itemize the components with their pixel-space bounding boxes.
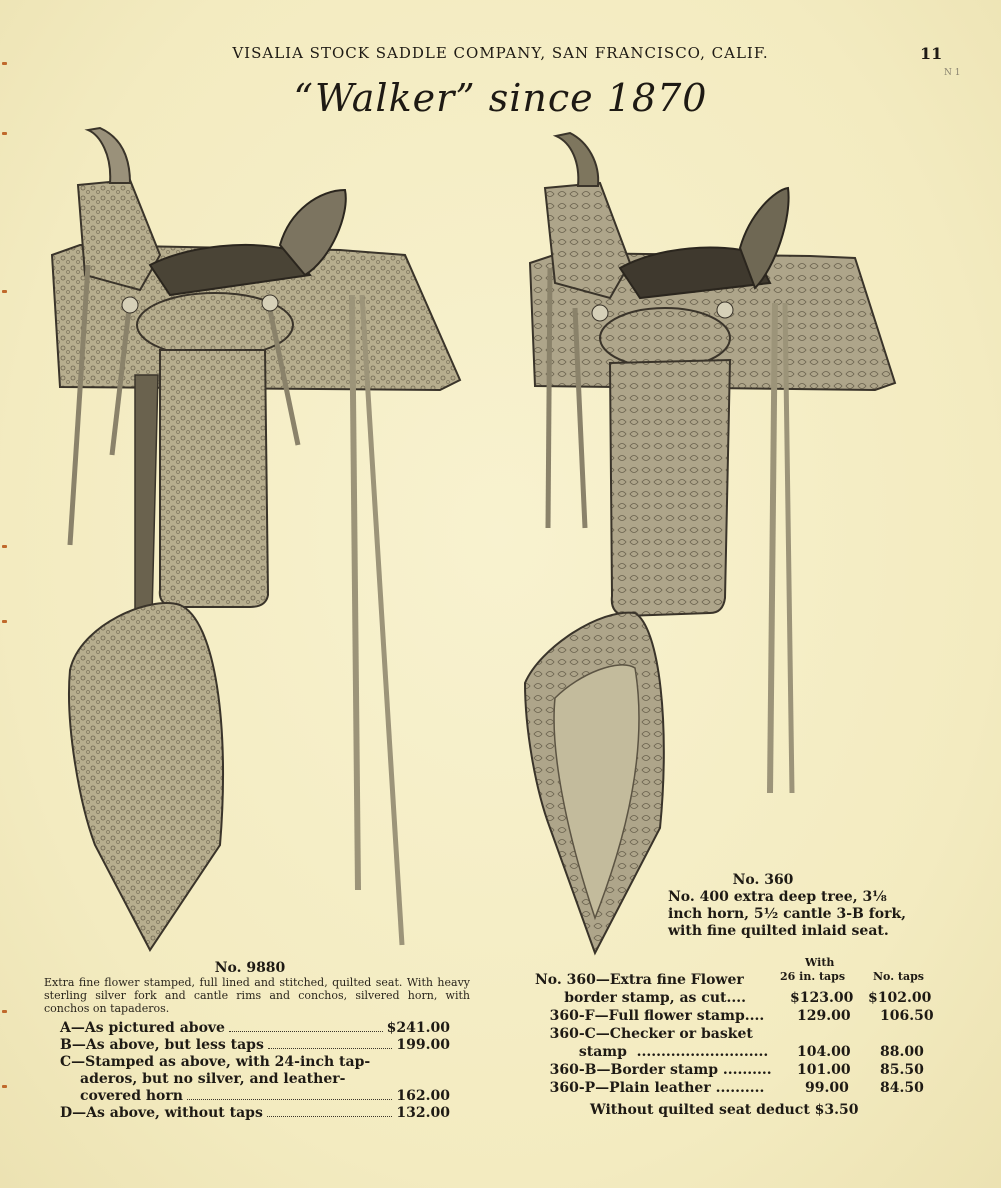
table-row <box>535 1044 935 1062</box>
table-row <box>535 1062 935 1080</box>
row-with-taps: 99.00 <box>805 1080 849 1096</box>
price-label: aderos, but no silver, and leather- <box>80 1071 346 1087</box>
saddle-360-illustration <box>520 128 900 958</box>
row-no-taps: 84.50 <box>880 1080 924 1096</box>
seat-deduction-note: Without quilted seat deduct $3.50 <box>590 1102 859 1118</box>
table-row <box>535 990 935 1008</box>
edge-mark <box>2 132 7 135</box>
edge-mark <box>2 62 7 65</box>
price-row <box>60 1037 450 1054</box>
saddle-9880-illustration <box>40 125 470 955</box>
row-with-taps: 104.00 <box>797 1044 851 1060</box>
caption-line: inch horn, 5½ cantle 3-B fork, <box>668 906 907 922</box>
price-amount: 199.00 <box>396 1037 450 1053</box>
table-row <box>535 1080 935 1098</box>
page-number: 11 <box>920 44 943 63</box>
caption-line: with fine quilted inlaid seat. <box>668 923 889 939</box>
price-label: B—As above, but less taps <box>60 1037 264 1053</box>
price-row <box>60 1071 450 1088</box>
price-label: covered horn <box>80 1088 183 1104</box>
edge-mark <box>2 545 7 548</box>
script-title: “Walker” since 1870 <box>293 76 708 120</box>
row-no-taps: 88.00 <box>880 1044 924 1060</box>
price-label: C—Stamped as above, with 24-inch tap- <box>60 1054 371 1070</box>
price-row <box>60 1105 450 1122</box>
row-label: 360-P—Plain leather .......... <box>535 1080 765 1096</box>
edge-mark <box>2 290 7 293</box>
column-header-no-taps: No. taps <box>873 970 924 983</box>
row-label: No. 360—Extra fine Flower <box>535 972 744 988</box>
table-row <box>535 972 935 990</box>
row-label: border stamp, as cut.... <box>535 990 746 1006</box>
row-label: stamp ........................... <box>535 1044 769 1060</box>
price-amount: 132.00 <box>396 1105 450 1121</box>
corner-mark: N 1 <box>944 68 961 78</box>
price-amount: $241.00 <box>386 1020 450 1036</box>
row-label: 360-B—Border stamp .......... <box>535 1062 772 1078</box>
edge-mark <box>2 1010 7 1013</box>
row-with-taps: $123.00 <box>790 990 854 1006</box>
row-label: 360-C—Checker or basket <box>535 1026 753 1042</box>
model-360-caption <box>668 872 938 940</box>
row-label: 360-F—Full flower stamp.... <box>535 1008 765 1024</box>
price-row <box>60 1054 450 1071</box>
page-header: VISALIA STOCK SADDLE COMPANY, SAN FRANCISCO, CALIF. <box>232 44 769 62</box>
edge-mark <box>2 1085 7 1088</box>
model-360-title: No. 360 <box>732 872 794 888</box>
row-with-taps: 101.00 <box>797 1062 851 1078</box>
price-label: A—As pictured above <box>60 1020 225 1036</box>
column-header-taps: 26 in. taps <box>780 970 846 983</box>
row-no-taps: 85.50 <box>880 1062 924 1078</box>
model-9880-price-list <box>60 1020 450 1122</box>
column-header-with: With <box>805 956 835 969</box>
table-row <box>535 1008 935 1026</box>
price-label: D—As above, without taps <box>60 1105 263 1121</box>
price-row <box>60 1088 450 1105</box>
model-9880-description: Extra fine flower stamped, full lined and stitched, quilted seat. With heavy sterling silver fork and cantle rims and conchos, silvered horn, with conchos on tapaderos. <box>44 976 470 1015</box>
model-9880-title: No. 9880 <box>214 960 286 976</box>
price-row <box>60 1020 450 1037</box>
edge-mark <box>2 620 7 623</box>
price-amount: 162.00 <box>396 1088 450 1104</box>
row-with-taps: 129.00 <box>797 1008 851 1024</box>
row-no-taps: $102.00 <box>868 990 932 1006</box>
row-no-taps: 106.50 <box>880 1008 934 1024</box>
caption-line: No. 400 extra deep tree, 3⅛ <box>668 889 887 905</box>
table-row <box>535 1026 935 1044</box>
